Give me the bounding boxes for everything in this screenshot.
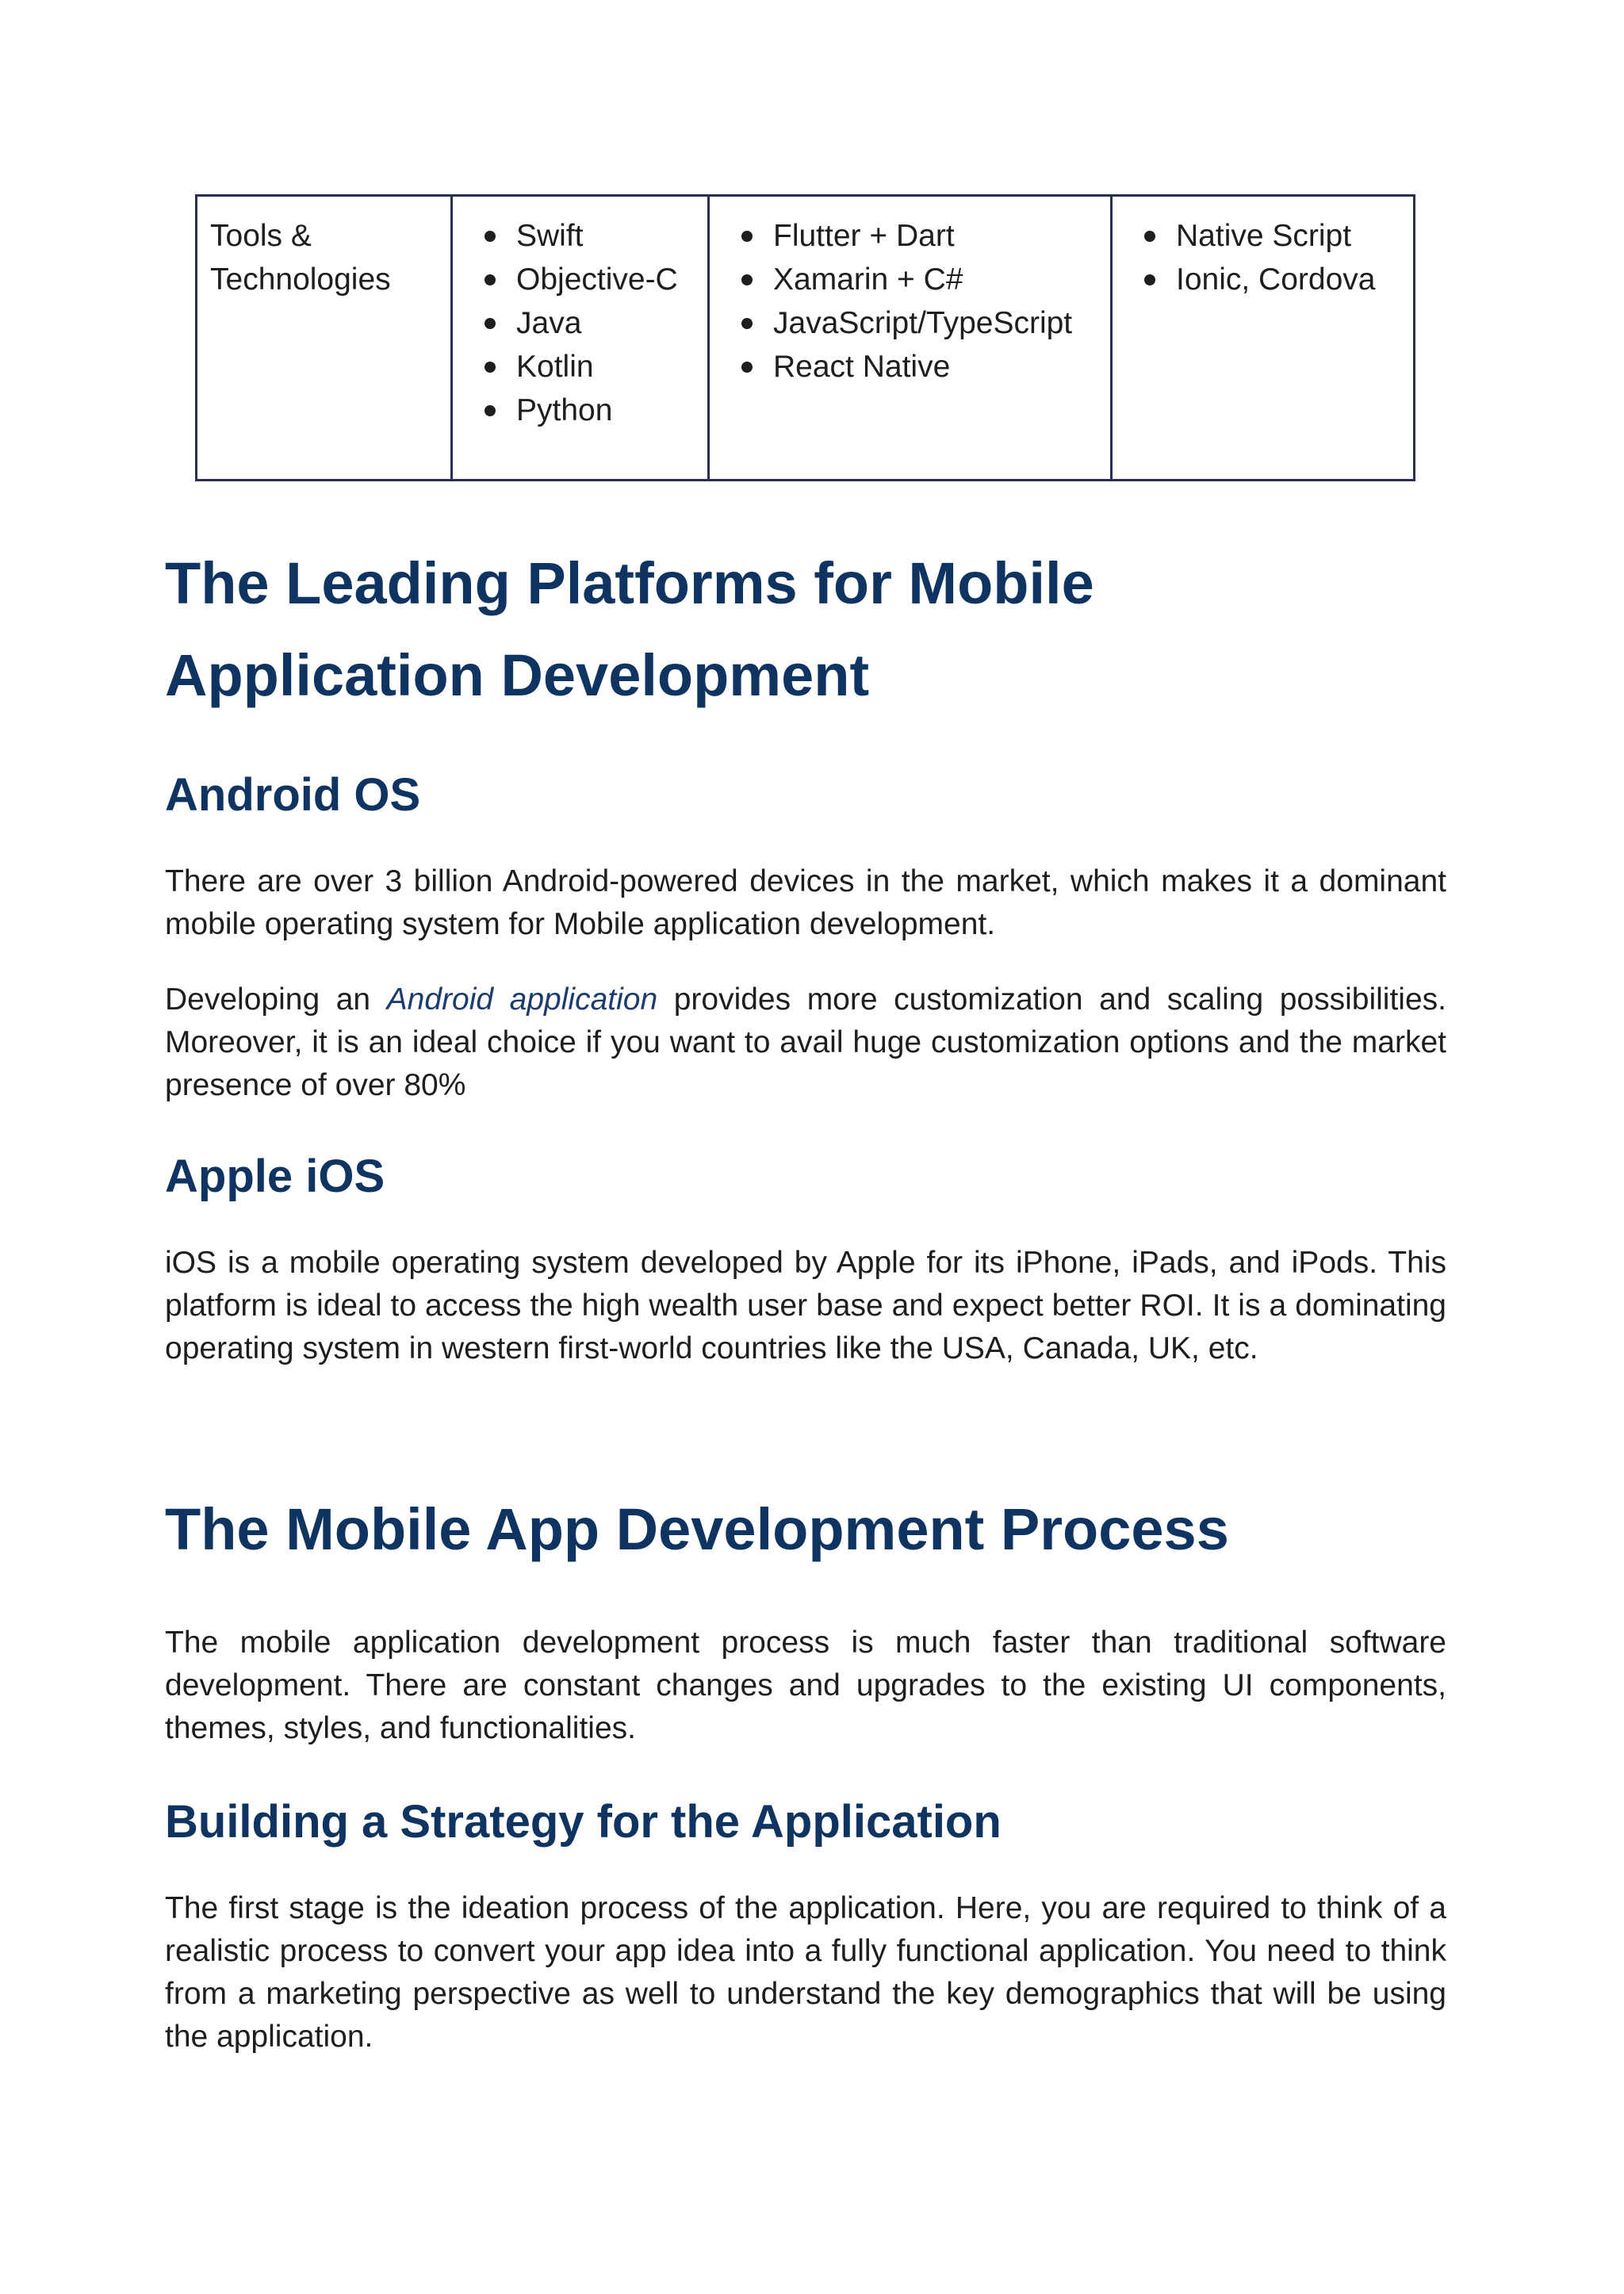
android-paragraph: There are over 3 billion Android-powered devices in the market, which makes it a dominant mobile operating system for Mobile application development. [165, 864, 1446, 941]
cross-platform-tools-list [722, 214, 1110, 389]
list-item: Java [485, 301, 707, 345]
hybrid-tools-list [1125, 214, 1413, 301]
native-tools-list [465, 214, 707, 432]
paragraph-text: Developing an [165, 982, 387, 1017]
native-tools-cell [452, 196, 709, 481]
platforms-title-line: Application Development [165, 642, 870, 708]
android-paragraph-2 [165, 978, 1446, 1107]
list-item: Native Script [1144, 214, 1413, 258]
list-item: JavaScript/TypeScript [741, 301, 1110, 345]
table-label-line: Tools & [210, 219, 312, 253]
ios-paragraph: iOS is a mobile operating system developed by Apple for its iPhone, iPads, and iPods. This platform is ideal to access the high wealth user base and expect better ROI. It is a dominating operating system in western first-world countries like the USA, Canada, UK, etc. [165, 1246, 1446, 1365]
table-label-cell [197, 196, 452, 481]
table-row [197, 196, 1415, 481]
cross-platform-tools-cell [709, 196, 1112, 481]
ios-heading: Apple iOS [165, 1151, 385, 1202]
list-item: React Native [741, 345, 1110, 389]
android-heading: Android OS [165, 769, 421, 821]
platforms-title-line: The Leading Platforms for Mobile [165, 550, 1094, 616]
process-title: The Mobile App Development Process [165, 1496, 1229, 1562]
strategy-heading: Building a Strategy for the Application [165, 1796, 1002, 1848]
table-label-line: Technologies [210, 262, 391, 297]
tools-technologies-table [195, 194, 1415, 481]
strategy-paragraph: The first stage is the ideation process of the application. Here, you are required to think of a realistic process to convert your app idea into a fully functional application. You need to think from a marketing perspective as well to understand the key demographics that will be using the application. [165, 1891, 1446, 2054]
android-application-link[interactable]: Android application [386, 982, 658, 1017]
list-item: Objective-C [485, 258, 707, 301]
list-item: Python [485, 389, 707, 432]
hybrid-tools-cell [1112, 196, 1415, 481]
process-intro-paragraph: The mobile application development process is much faster than traditional software development. There are constant changes and upgrades to the existing UI components, themes, styles, and functionalities. [165, 1626, 1446, 1745]
paragraph-text: provides more customization and scaling possibilities. Moreover, it is an ideal choice if you want to avail huge customization options and the market presence of over 80% [165, 982, 1446, 1102]
list-item: Xamarin + C# [741, 258, 1110, 301]
list-item: Flutter + Dart [741, 214, 1110, 258]
list-item: Kotlin [485, 345, 707, 389]
list-item: Ionic, Cordova [1144, 258, 1413, 301]
list-item: Swift [485, 214, 707, 258]
platforms-title [165, 538, 1446, 722]
